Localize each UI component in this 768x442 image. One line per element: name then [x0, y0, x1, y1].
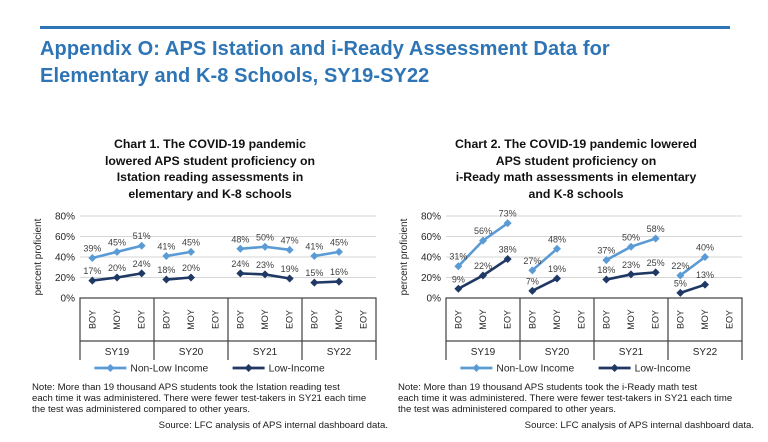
group-label: SY22: [326, 347, 352, 358]
group-label: SY21: [618, 347, 644, 358]
x-tick-label: MOY: [478, 309, 488, 330]
legend-diamond-marker: [472, 364, 480, 372]
data-label: 23%: [255, 259, 275, 270]
data-label: 18%: [597, 265, 616, 276]
y-tick-label: 0%: [426, 293, 441, 305]
chart2-source: Source: LFC analysis of APS internal dashboard data.: [524, 419, 754, 431]
diamond-marker: [113, 248, 121, 256]
data-label: 45%: [329, 237, 349, 248]
y-tick-label: 80%: [420, 211, 441, 223]
x-tick-label: MOY: [700, 309, 710, 330]
diamond-marker: [261, 243, 269, 251]
data-label: 22%: [671, 260, 690, 271]
data-label: 50%: [255, 232, 275, 243]
data-label: 45%: [181, 237, 201, 248]
data-label: 31%: [449, 251, 468, 262]
data-label: 25%: [646, 257, 665, 268]
x-tick-label: BOY: [453, 309, 464, 330]
y-tick-label: 0%: [60, 293, 75, 305]
diamond-marker: [88, 254, 96, 262]
x-tick-label: EOY: [502, 309, 513, 330]
group-label: SY22: [692, 347, 718, 358]
x-tick-label: BOY: [87, 309, 98, 330]
group-label: SY19: [470, 347, 496, 358]
data-label: 19%: [280, 264, 299, 275]
chart1-note: Note: More than 19 thousand APS students took the Istation reading test each time it was administered. There were fewer test-takers in SY21 each time the test was administered compared to other years.: [32, 382, 367, 416]
data-label: 27%: [523, 255, 542, 266]
data-label: 7%: [525, 276, 539, 287]
data-label: 48%: [547, 234, 567, 245]
chart2-title: Chart 2. The COVID-19 pandemic lowered APS student proficiency on i-Ready math assessments in elementary and K-8 schools: [455, 137, 697, 201]
legend-label: Non-Low Income: [130, 363, 209, 375]
data-label: 45%: [107, 237, 127, 248]
diamond-marker: [310, 252, 318, 260]
x-tick-label: BOY: [601, 309, 612, 330]
diamond-marker: [310, 279, 318, 287]
group-label: SY20: [178, 347, 204, 358]
legend-label: Low-Income: [268, 363, 325, 375]
x-tick-label: EOY: [724, 309, 735, 330]
data-label: 38%: [498, 244, 517, 255]
diamond-marker: [335, 248, 343, 256]
chart2-panel: [398, 136, 754, 431]
diamond-marker: [138, 269, 146, 277]
x-tick-label: BOY: [235, 309, 246, 330]
data-label: 19%: [547, 264, 567, 275]
data-label: 48%: [231, 234, 250, 245]
data-label: 56%: [473, 226, 493, 237]
data-label: 22%: [473, 260, 493, 271]
diamond-marker: [236, 245, 244, 253]
diamond-marker: [286, 275, 294, 283]
data-label: 24%: [132, 258, 151, 269]
x-tick-label: EOY: [576, 309, 587, 330]
chart2-plot: [398, 204, 754, 376]
data-label: 37%: [597, 245, 616, 256]
y-tick-label: 40%: [54, 252, 75, 264]
data-label: 41%: [305, 241, 324, 252]
diamond-marker: [187, 248, 195, 256]
group-label: SY20: [544, 347, 570, 358]
legend-label: Low-Income: [634, 363, 691, 375]
diamond-marker: [676, 289, 684, 297]
diamond-marker: [162, 276, 170, 284]
y-axis-title: percent proficient: [33, 218, 44, 296]
series-line: [166, 252, 191, 256]
diamond-marker: [335, 278, 343, 286]
x-tick-label: EOY: [358, 309, 369, 330]
x-tick-label: MOY: [260, 309, 270, 330]
x-tick-label: EOY: [210, 309, 221, 330]
chart1-source: Source: LFC analysis of APS internal dashboard data.: [158, 419, 388, 431]
group-label: SY19: [104, 347, 130, 358]
y-tick-label: 60%: [54, 232, 75, 243]
page-title: Appendix O: APS Istation and i-Ready Assessment Data for Elementary and K-8 Schools, SY19-SY22: [40, 38, 610, 87]
data-label: 73%: [498, 208, 517, 219]
data-label: 5%: [673, 278, 687, 289]
x-tick-label: MOY: [552, 309, 562, 330]
data-label: 51%: [132, 231, 151, 242]
diamond-marker: [652, 268, 660, 276]
x-tick-label: MOY: [112, 309, 122, 330]
x-tick-label: BOY: [309, 309, 320, 330]
data-label: 17%: [83, 266, 102, 277]
diamond-marker: [652, 235, 660, 243]
x-tick-label: MOY: [626, 309, 636, 330]
data-label: 24%: [231, 258, 250, 269]
x-tick-label: MOY: [334, 309, 344, 330]
diamond-marker: [162, 252, 170, 260]
data-label: 41%: [157, 241, 176, 252]
legend-diamond-marker: [106, 364, 114, 372]
title-rule: [40, 26, 730, 29]
data-label: 20%: [181, 263, 201, 273]
diamond-marker: [187, 274, 195, 282]
diamond-marker: [113, 274, 121, 282]
diamond-marker: [286, 246, 294, 254]
group-label: SY21: [252, 347, 278, 358]
x-tick-label: BOY: [161, 309, 172, 330]
legend-diamond-marker: [245, 364, 253, 372]
chart2-note: Note: More than 19 thousand APS students took the i-Ready math test each time it was administered. There were fewer test-takers in SY21 each time the test was administered compared to other years.: [398, 382, 733, 416]
y-axis-title: percent proficient: [399, 218, 410, 296]
data-label: 50%: [621, 232, 641, 243]
x-tick-label: BOY: [527, 309, 538, 330]
data-label: 18%: [157, 265, 176, 276]
x-tick-label: EOY: [284, 309, 295, 330]
x-tick-label: EOY: [650, 309, 661, 330]
data-label: 15%: [305, 268, 324, 279]
diamond-marker: [138, 242, 146, 250]
legend-diamond-marker: [611, 364, 619, 372]
y-tick-label: 20%: [54, 273, 75, 284]
data-label: 40%: [695, 242, 715, 253]
data-label: 23%: [621, 259, 641, 270]
diamond-marker: [701, 281, 709, 289]
chart1-title: Chart 1. The COVID-19 pandemic lowered APS student proficiency on Istation reading assessments in elementary and K-8 schools: [105, 137, 315, 201]
series-line: [314, 252, 339, 256]
diamond-marker: [236, 269, 244, 277]
chart1-plot: [32, 204, 388, 376]
y-tick-label: 80%: [54, 211, 75, 223]
data-label: 39%: [83, 243, 102, 254]
data-label: 58%: [646, 224, 665, 235]
x-tick-label: EOY: [136, 309, 147, 330]
x-tick-label: BOY: [675, 309, 686, 330]
diamond-marker: [602, 276, 610, 284]
y-tick-label: 40%: [420, 252, 441, 264]
chart1-panel: [32, 136, 388, 431]
data-label: 47%: [280, 235, 299, 246]
data-label: 9%: [451, 274, 465, 285]
y-tick-label: 60%: [420, 232, 441, 243]
data-label: 20%: [107, 263, 127, 273]
legend-label: Non-Low Income: [496, 363, 575, 375]
y-tick-label: 20%: [420, 273, 441, 284]
data-label: 13%: [695, 270, 715, 281]
x-tick-label: MOY: [186, 309, 196, 330]
data-label: 16%: [329, 267, 349, 278]
